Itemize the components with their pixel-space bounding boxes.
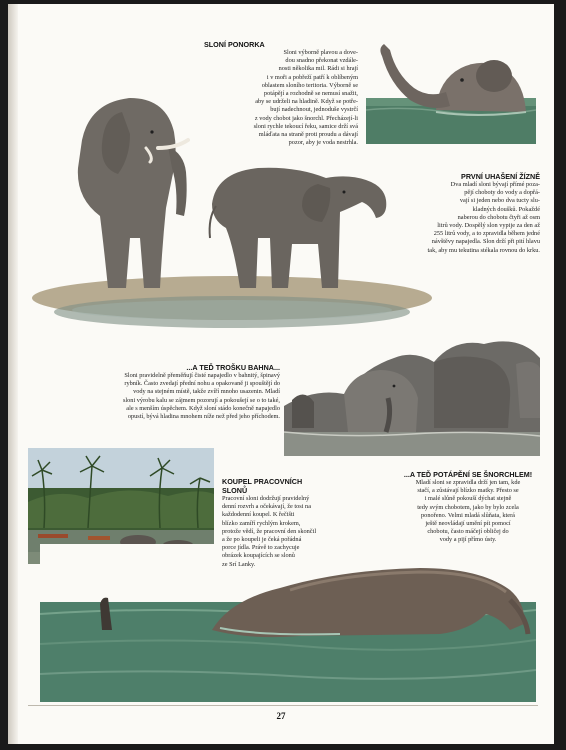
- section-sloni-ponorka: [176, 40, 358, 147]
- text-line: denní rozvrh a očekávají, že tosi na: [222, 503, 311, 511]
- section-body: [176, 49, 358, 147]
- text-line: blízko zamíří rychlým krokem,: [222, 519, 301, 527]
- text-line: Pracovní sloni dodržují pravidelný: [222, 495, 310, 502]
- text-line: opustí, bývá hladina mnohem níže než před jeho příchodem.: [127, 413, 280, 421]
- page-number: 27: [276, 711, 286, 721]
- section-body: [386, 479, 550, 545]
- text-line: a že po koupeli je čeká pořádná: [222, 536, 302, 544]
- text-line: rybník. Často zvedají přední nohu a opakovaně ji spouštějí do: [124, 380, 280, 388]
- section-koupel-pracovnich-slonu: [222, 477, 362, 569]
- book-page: [8, 4, 554, 744]
- page-spine: [8, 4, 18, 744]
- section-heading: ...A TEĎ POTÁPĚNÍ SE ŠNORCHLEM!: [403, 470, 533, 479]
- text-line: i malé slůně pokouší dýchat stejně: [424, 495, 512, 503]
- text-line: Dva mladí sloni bývají přímé poza-: [450, 181, 540, 188]
- text-line: ze Srí Lanky.: [222, 560, 256, 568]
- text-line: pozor, aby je voda nestrhla.: [288, 139, 358, 147]
- text-line: tak, aby mu tekutina stékala rovnou do krku.: [427, 246, 540, 254]
- section-heading: ...A TEĎ TROŠKU BAHNA...: [186, 363, 280, 372]
- section-potapeni-se-snorchlem: [386, 470, 550, 545]
- section-body: [380, 181, 540, 255]
- text-line: chobotu, často máčejí obličej do: [427, 528, 509, 536]
- text-line: vody na stejném místě, takže zvíří mnoho usazenin. Mladí: [133, 388, 280, 396]
- text-line: aby se udrželi na hladině. Když se potře-: [255, 98, 358, 106]
- text-line: tedy svým chobotem, jako by bylo zcela: [417, 503, 519, 511]
- text-line: ale s menším úspěchem. Když sloní stádo konečně napajedlo: [126, 404, 280, 412]
- footer-rule: [28, 705, 538, 706]
- section-heading: SLONÍ PONORKA: [204, 40, 265, 49]
- text-line: sloni rychle tekoucí řeku, samice drží svá: [253, 122, 358, 130]
- text-line: stačí, a zůstávají blízko matky. Přesto se: [417, 487, 519, 495]
- section-body: [222, 495, 362, 569]
- text-line: kladných doušků. Pokaždé: [472, 205, 540, 213]
- text-line: vody a pijí přímo ústy.: [439, 536, 497, 544]
- text-line: z vody chobot jako šnorchl. Přecházejí-li: [254, 114, 358, 122]
- text-line: obrázek koupajících se slonů: [222, 552, 295, 560]
- text-line: pějí choboty do vody a dopřá-: [464, 189, 540, 197]
- section-body: [48, 372, 280, 421]
- text-line: nosti několika mil. Rádi si hrají: [278, 65, 358, 73]
- text-line: i v moři a pobřeží patří k oblíbeným: [266, 73, 358, 81]
- text-line: porce jídla. Právě to zachycuje: [222, 544, 300, 552]
- text-line: Sloni pravidelně přeměňují čisté napajedlo v bahnitý, špinavý: [124, 372, 280, 379]
- text-line: potápějí a rozhodně se nemusí snažit,: [263, 90, 358, 98]
- text-line: Mladí sloni se zpravidla drží jen tam, kde: [415, 479, 521, 486]
- section-trosku-bahna: [48, 363, 280, 421]
- text-line: oblastem sloního teritoria. Výborně se: [261, 81, 358, 89]
- text-line: protože vědí, že pracovní den skončil: [222, 527, 317, 535]
- text-line: dou snadno překonat vzdále-: [285, 57, 358, 65]
- text-line: naberou do chobotu čtyři až osm: [457, 213, 540, 221]
- text-line: litrů vody. Dospělý slon vypije za den až: [437, 222, 540, 230]
- text-line: 255 litrů vody, a to zpravidla během jedné: [433, 230, 540, 238]
- text-line: mláďata na straně proti proudu a dávají: [258, 131, 358, 139]
- text-line: ponořeno. Velmi mladá slůňata, která: [421, 511, 515, 519]
- section-heading: KOUPEL PRACOVNÍCH SLONŮ: [222, 477, 303, 495]
- text-line: sloni výrobu kalu se zájmem pozorují a pokoušejí se o to také,: [122, 396, 280, 404]
- text-line: Sloni výborně plavou a dove-: [283, 49, 358, 56]
- muddy-herd-photo: [284, 328, 540, 456]
- section-heading: PRVNÍ UHAŠENÍ ŽÍZNĚ: [461, 172, 540, 181]
- section-prvni-uhaseni-zizne: [380, 172, 540, 255]
- text-line: ještě neovládají umění pít pomocí: [425, 520, 511, 528]
- text-line: návštěvy napajedla. Slon drží při pití hlavu: [431, 238, 540, 246]
- text-line: vají si jeden nebo dva tucty slu-: [459, 197, 540, 205]
- text-line: každodenní koupel. K řečišti: [222, 511, 295, 519]
- text-line: bují nadechnout, jednoduše vystrčí: [270, 106, 358, 114]
